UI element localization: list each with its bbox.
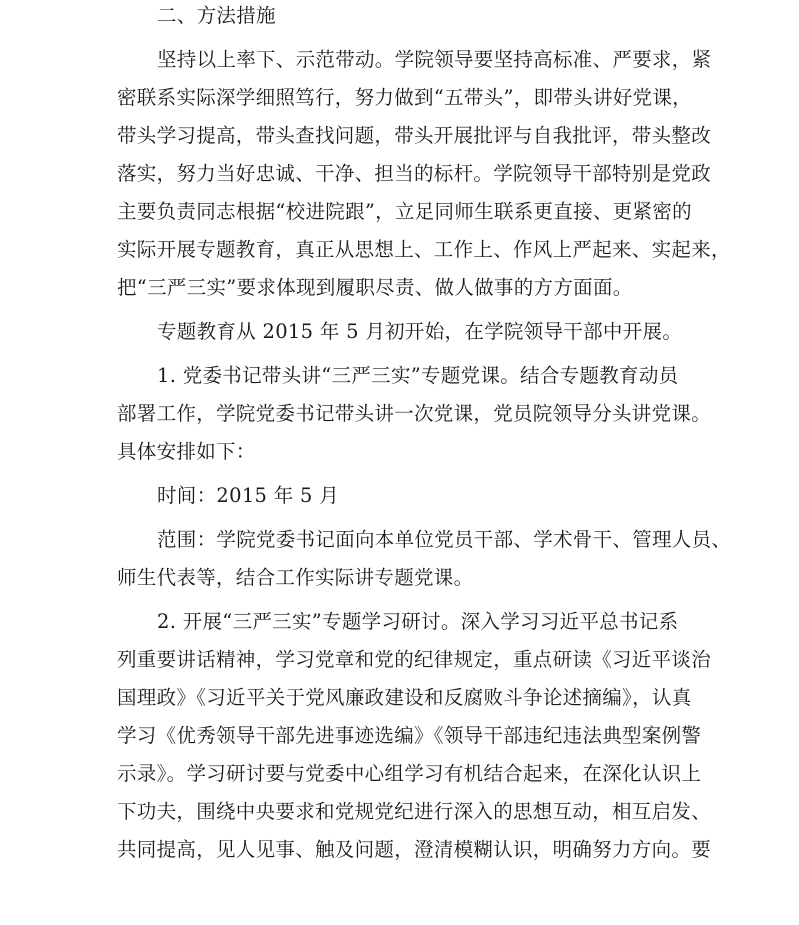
paragraph-line: 实际开展专题教育，真正从思想上、工作上、作风上严起来、实起来， (117, 238, 731, 261)
paragraph-line: 1. 党委书记带头讲“三严三实”专题党课。结合专题教育动员 (157, 364, 679, 387)
paragraph-line: 范围：学院党委书记面向本单位党员干部、学术骨干、管理人员、 (157, 528, 732, 551)
paragraph-line: 具体安排如下： (117, 440, 256, 463)
paragraph-line: 2. 开展“三严三实”专题学习研讨。深入学习习近平总书记系 (157, 610, 679, 633)
paragraph-line: 把“三严三实”要求体现到履职尽责、做人做事的方方面面。 (117, 276, 633, 299)
paragraph-line: 师生代表等，结合工作实际讲专题党课。 (117, 566, 474, 589)
section-heading: 二、方法措施 (157, 4, 276, 27)
paragraph-line: 专题教育从 2015 年 5 月初开始，在学院领导干部中开展。 (157, 320, 683, 343)
paragraph-line: 时间：2015 年 5 月 (157, 484, 340, 507)
paragraph-line: 共同提高，见人见事、触及问题，澄清模糊认识，明确努力方向。要 (117, 838, 712, 861)
paragraph-line: 坚持以上率下、示范带动。学院领导要坚持高标准、严要求，紧 (157, 48, 712, 71)
paragraph-line: 带头学习提高，带头查找问题，带头开展批评与自我批评，带头整改 (117, 124, 712, 147)
paragraph-line: 主要负责同志根据“校进院跟”，立足同师生联系更直接、更紧密的 (117, 200, 692, 223)
paragraph-line: 落实，努力当好忠诚、干净、担当的标杆。学院领导干部特别是党政 (117, 162, 712, 185)
paragraph-line: 部署工作，学院党委书记带头讲一次党课，党员院领导分头讲党课。 (117, 402, 712, 425)
paragraph-line: 密联系实际深学细照笃行，努力做到“五带头”，即带头讲好党课， (117, 86, 692, 109)
paragraph-line: 示录》。学习研讨要与党委中心组学习有机结合起来，在深化认识上 (117, 762, 702, 785)
paragraph-line: 学习《优秀领导干部先进事迹选编》《领导干部违纪违法典型案例警 (117, 724, 702, 747)
paragraph-line: 下功夫，围绕中央要求和党规党纪进行深入的思想互动，相互启发、 (117, 800, 712, 823)
paragraph-line: 国理政》《习近平关于党风廉政建设和反腐败斗争论述摘编》，认真 (117, 686, 692, 709)
paragraph-line: 列重要讲话精神，学习党章和党的纪律规定，重点研读《习近平谈治 (117, 648, 712, 671)
